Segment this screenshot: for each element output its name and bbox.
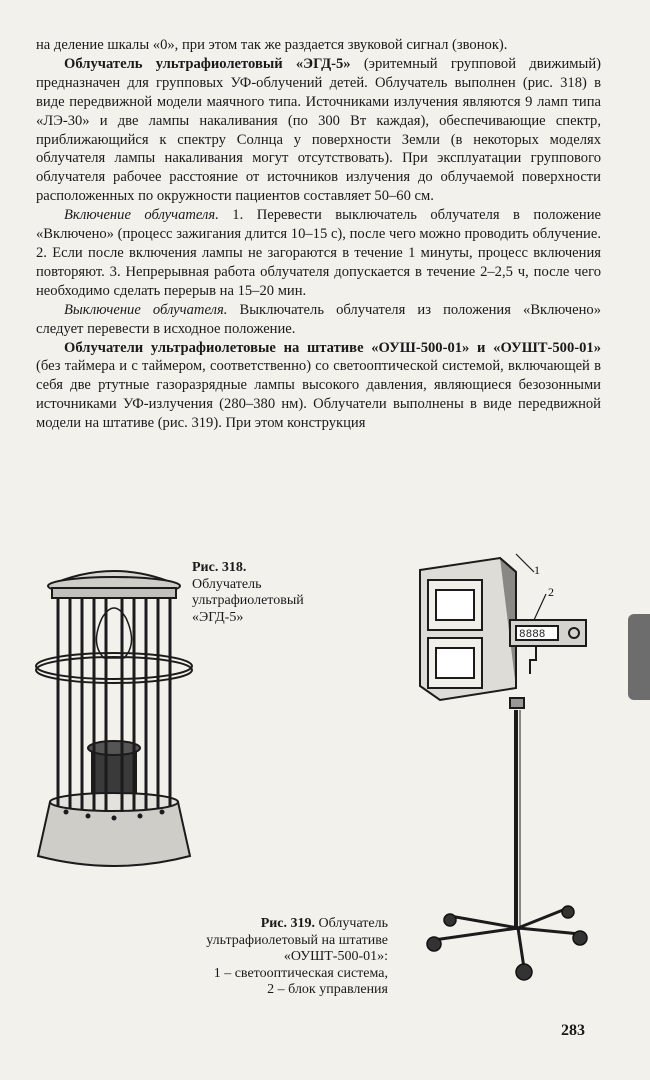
fig318-line2: ультрафиолетовый	[192, 593, 304, 608]
fig319-line5: 2 – блок управления	[267, 982, 388, 997]
fig318-label: Рис. 318.	[192, 560, 247, 575]
marker-2: 2	[548, 585, 554, 599]
paragraph-egd5	[36, 55, 601, 206]
fig319-line2: ультрафиолетовый на штативе	[206, 932, 388, 948]
oush-text: (без таймера и с таймером, соответственно) со светооптической системой, включающей в себя две ртутные газоразрядные лампы высокого давления, являющиеся безозонными источниками УФ-излучения (280–380 нм). Облучатели выполнены в виде передвижной модели на штативе (рис. 319). При этом конструкция	[36, 358, 601, 432]
fig319-line4: 1 – светооптическая система,	[213, 965, 388, 981]
paragraph-switch-on	[36, 206, 601, 301]
page-edge-tab	[628, 614, 650, 700]
body-text	[36, 36, 601, 433]
switch-on-text: 1. Перевести выключатель облучателя в положение «Включено» (процесс зажигания длится 10–15 с), после чего можно проводить облучение. 2. Если после включения лампы не загораются в течение 1 минуты, процесс включения повторяют. 3. Непрерывная работа облучателя допускается в течение 2–2,5 ч, после чего необходимо сделать перерыв на 15–20 мин.	[36, 207, 601, 299]
figure-318-caption	[192, 560, 362, 626]
egd5-heading: Облучатель ультрафиолетовый «ЭГД-5»	[64, 55, 351, 72]
fig319-line3: «ОУШТ-500-01»:	[283, 949, 388, 964]
control-display: 8888	[519, 629, 546, 641]
marker-1: 1	[534, 563, 540, 577]
switch-off-text: Выключатель облучателя из положения «Включено» следует перевести в исходное положение.	[36, 301, 601, 337]
figure-319-caption	[160, 916, 388, 999]
fig319-title1: Облучатель	[315, 916, 388, 931]
fig318-line3: «ЭГД-5»	[192, 609, 244, 625]
paragraph-continuation: на деление шкалы «0», при этом так же раздается звуковой сигнал (звонок).	[36, 37, 508, 53]
oush-heading: Облучатели ультрафиолетовые на штативе «ОУШ-500-01» и «ОУШТ-500-01»	[64, 339, 601, 356]
fig318-line1: Облучатель	[192, 576, 262, 592]
paragraph-switch-off	[36, 301, 601, 339]
switch-off-heading: Выключение облучателя.	[64, 301, 228, 318]
figure-319-illustration	[412, 550, 612, 990]
fig319-label: Рис. 319.	[260, 916, 316, 931]
figure-318-illustration	[34, 558, 194, 876]
paragraph-oush	[36, 339, 601, 434]
page-number: 283	[561, 1022, 585, 1039]
egd5-text: (эритемный групповой движимый) предназначен для групповых УФ-облучений детей. Облучатель выполнен (рис. 318) в виде передвижной модели маячного типа. Источниками излучения являются 9 ламп типа «ЛЭ-30» и две лампы накаливания (по 300 Вт каждая), обеспечивающие спектр, приближающийся к спектру Солнца у поверхности Земли (в некоторых моделях облучателя лампы накаливания могут отсутствовать). При эксплуатации группового облучателя рабочее расстояние от источников излучения до облучаемой поверхности расположенных по окружности пациентов составляет 50–60 см.	[36, 55, 601, 205]
switch-on-heading: Включение облучателя.	[64, 207, 219, 224]
